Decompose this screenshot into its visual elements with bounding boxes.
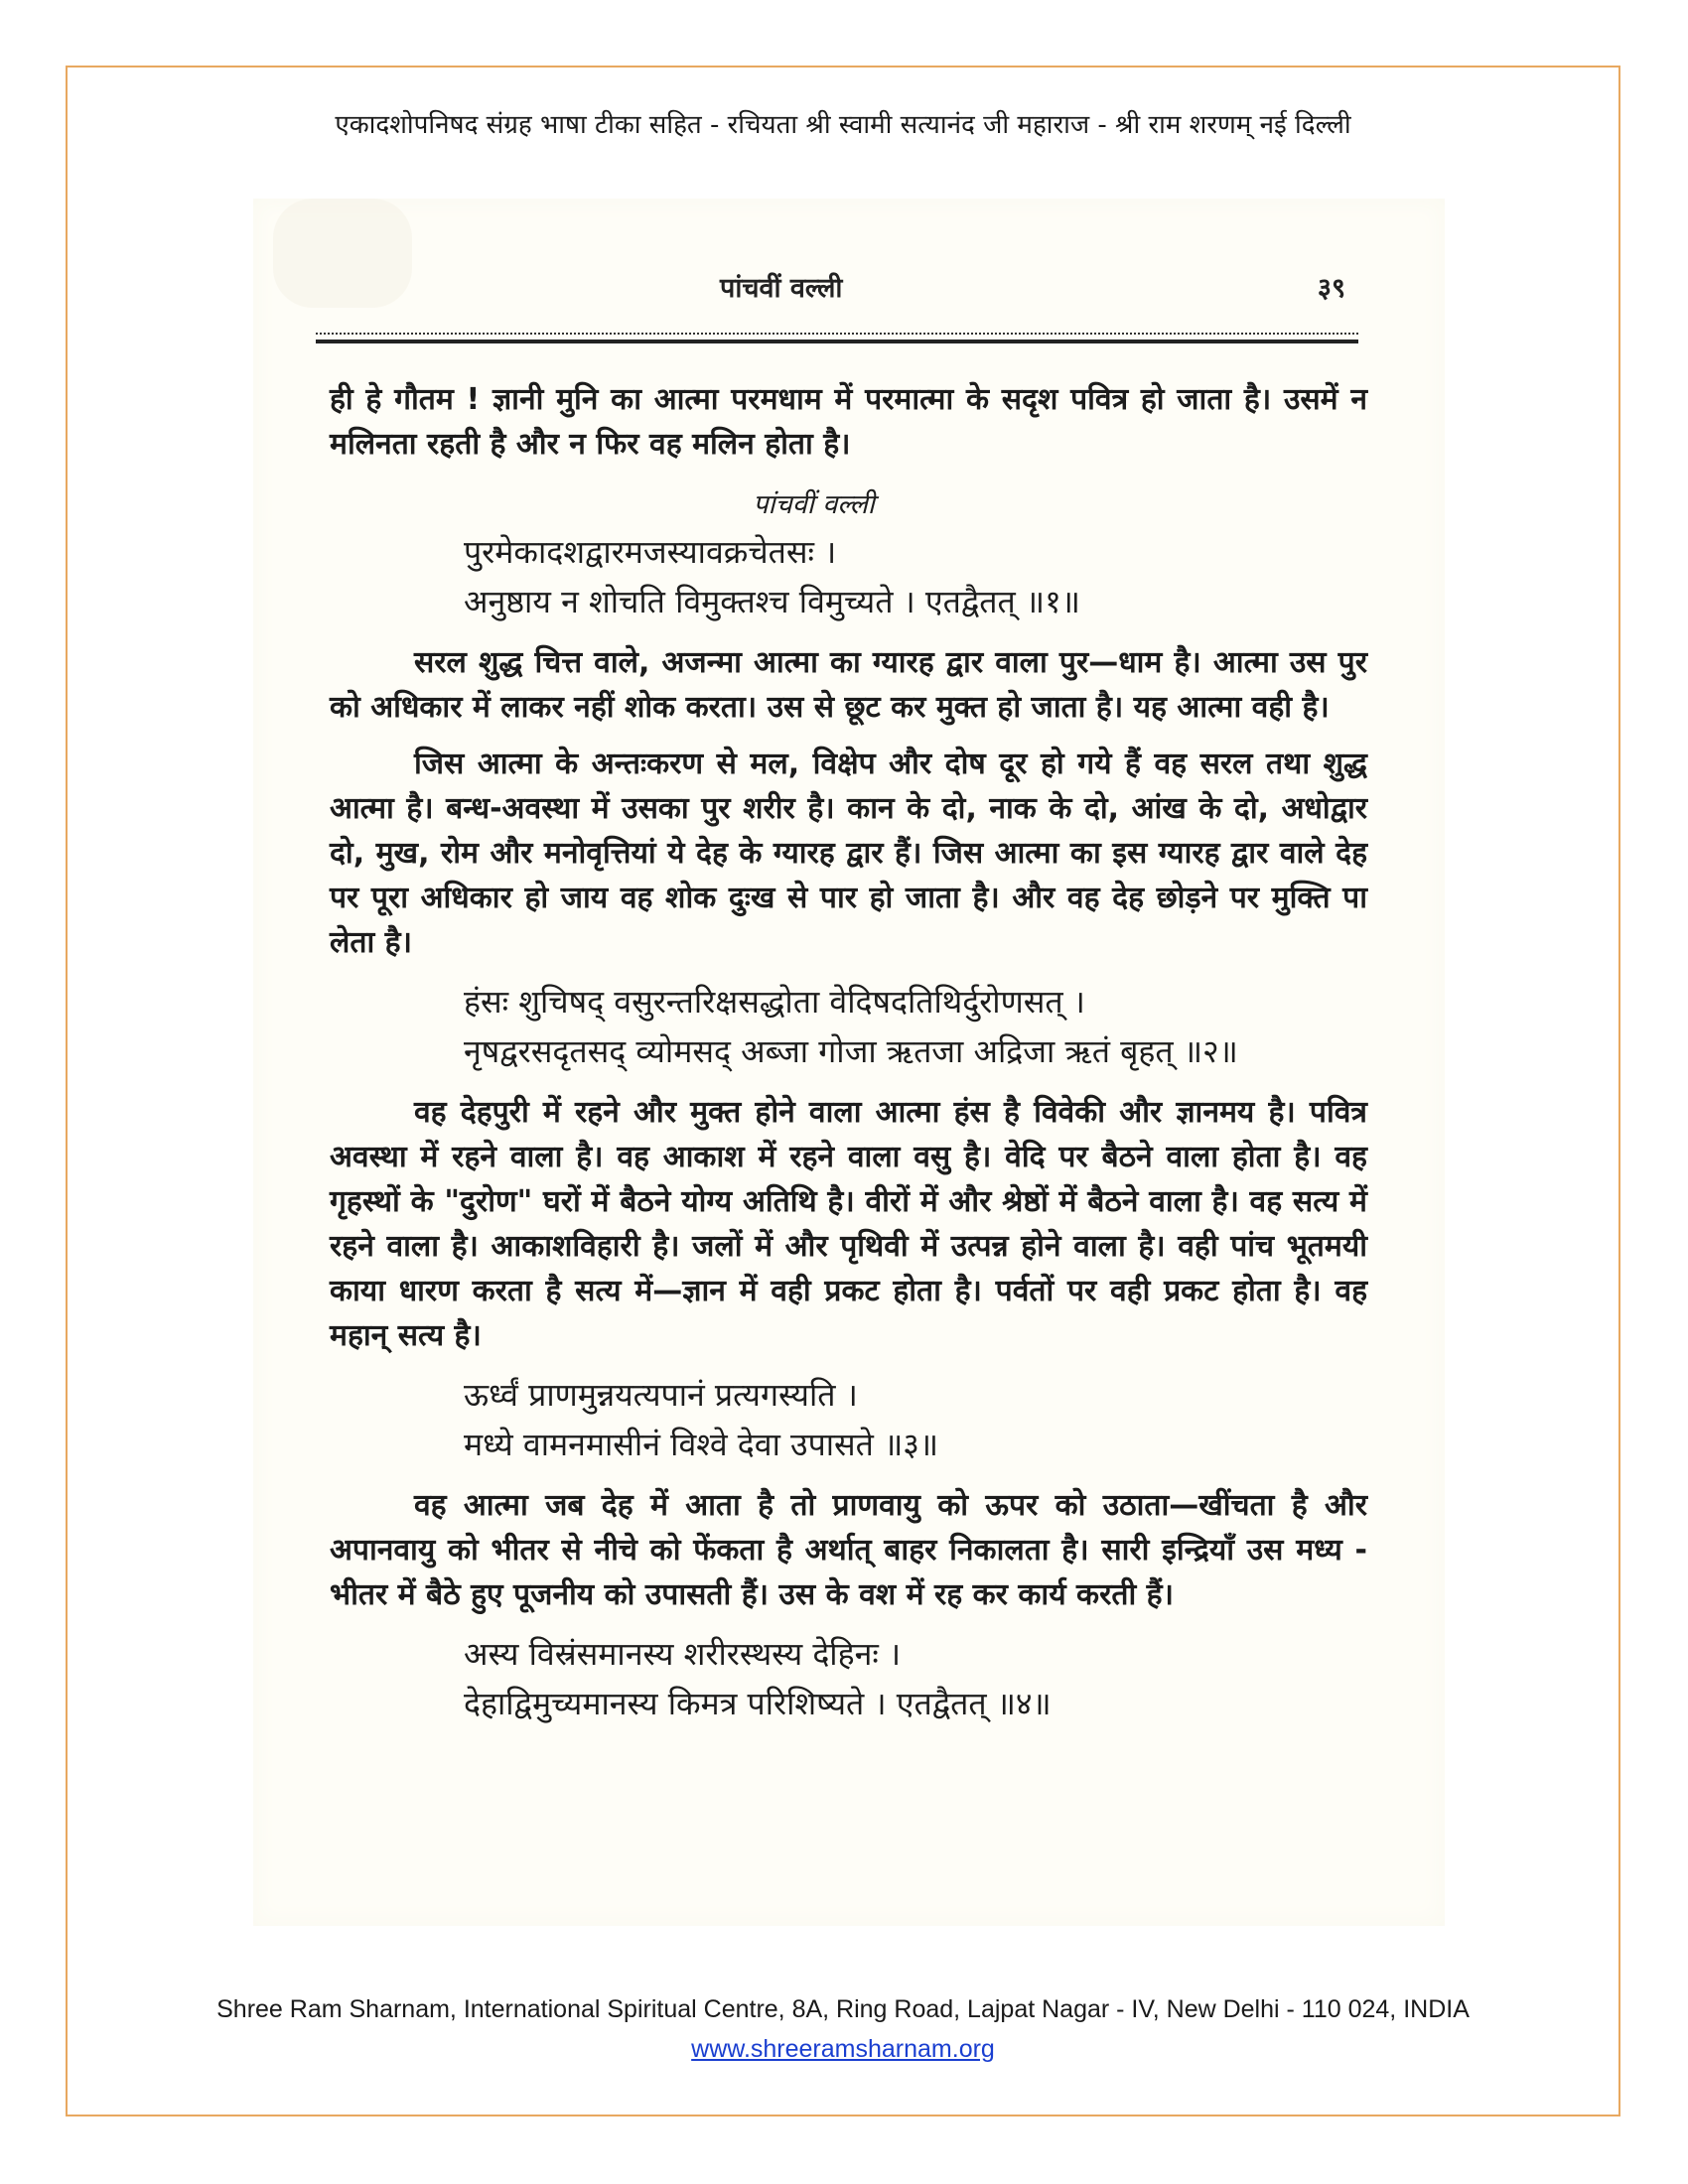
verse-2-line-2: नृषद्वरसदृतसद् व्योमसद् अब्जा गोजा ऋतजा अद्रिजा ऋतं बृहत् ॥२॥ bbox=[464, 1032, 1238, 1070]
commentary-1: सरल शुद्ध चित्त वाले, अजन्मा आत्मा का ग्यारह द्वार वाला पुर—धाम है। आत्मा उस पुर को अधिकार में लाकर नहीं शोक करता। उस से छूट कर मुक्त हो जाता है। यह आत्मा वही है। bbox=[330, 645, 1367, 725]
scanned-page bbox=[253, 199, 1445, 1926]
verse-4-line-1: अस्य विस्रंसमानस्य शरीरस्थस्य देहिनः । bbox=[464, 1635, 902, 1673]
verse-4-line-2: देहाद्विमुच्यमानस्य किमत्र परिशिष्यते । एतद्वैतत् ॥४॥ bbox=[464, 1685, 1052, 1722]
verse-2-line-1: हंसः शुचिषद् वसुरन्तरिक्षसद्धोता वेदिषदतिथिर्दुरोणसत् । bbox=[464, 983, 1085, 1021]
page-number: ३९ bbox=[1317, 273, 1345, 304]
verse-1-line-2: अनुष्ठाय न शोचति विमुक्तश्च विमुच्यते । एतद्वैतत् ॥१॥ bbox=[464, 583, 1080, 620]
commentary-2: वह देहपुरी में रहने और मुक्त होने वाला आत्मा हंस है विवेकी और ज्ञानमय है। पवित्र अवस्था में रहने वाला है। वह आकाश में रहने वाला वसु है। वेदि पर बैठने वाला होता है। वह गृहस्थों के "दुरोण" घरों में बैठने योग्य अतिथि है। वीरों में और श्रेष्ठों में बैठने वाला है। वह सत्य में रहने वाला है। आकाशविहारी है। जलों में और पृथिवी में उत्पन्न होने वाला है। वही पांच भूतमयी काया धारण करता है सत्य में—ज्ञान में वही प्रकट होता है। पर्वतों पर वही प्रकट होता है। वह महान् सत्य है। bbox=[330, 1095, 1367, 1353]
verse-2 bbox=[464, 977, 1367, 1076]
header-rule-solid bbox=[316, 340, 1358, 343]
commentary-3: वह आत्मा जब देह में आता है तो प्राणवायु को ऊपर को उठाता—खींचता है और अपानवायु को भीतर से नीचे को फेंकता है अर्थात् बाहर निकालता है। सारी इन्द्रियाँ उस मध्य - भीतर में बैठे हुए पूजनीय को उपासती हैं। उस के वश में रह कर कार्य करती हैं। bbox=[330, 1488, 1367, 1612]
verse-4 bbox=[464, 1629, 1367, 1728]
page-body bbox=[330, 377, 1367, 1742]
section-title: पांचवीं वल्ली bbox=[753, 489, 875, 520]
verse-1 bbox=[464, 527, 1367, 626]
running-head bbox=[253, 268, 1445, 308]
commentary-1b: जिस आत्मा के अन्तःकरण से मल, विक्षेप और दोष दूर हो गये हैं वह सरल तथा शुद्ध आत्मा है। बन्ध-अवस्था में उसका पुर शरीर है। कान के दो, नाक के दो, आंख के दो, अधोद्वार दो, मुख, रोम और मनोवृत्तियां ये देह के ग्यारह द्वार हैं। जिस आत्मा का इस ग्यारह द्वार वाले देह पर पूरा अधिकार हो जाय वह शोक दुःख से पार हो जाता है। और वह देह छोड़ने पर मुक्ति पा लेता है। bbox=[330, 747, 1367, 960]
document-header: एकादशोपनिषद संग्रह भाषा टीका सहित - रचियता श्री स्वामी सत्यानंद जी महाराज - श्री राम शरणम् नई दिल्ली bbox=[335, 110, 1351, 140]
verse-1-line-1: पुरमेकादशद्वारमजस्यावक्रचेतसः । bbox=[464, 533, 837, 571]
verse-3-line-1: ऊर्ध्वं प्राणमुन्नयत्यपानं प्रत्यगस्यति । bbox=[464, 1376, 858, 1414]
running-head-title: पांचवीं वल्ली bbox=[720, 273, 843, 304]
verse-3-line-2: मध्ये वामनमासीनं विश्वे देवा उपासते ॥३॥ bbox=[464, 1426, 939, 1463]
website-link[interactable]: www.shreeramsharnam.org bbox=[691, 2035, 995, 2063]
verse-3 bbox=[464, 1370, 1367, 1469]
footer-address: Shree Ram Sharnam, International Spiritual Centre, 8A, Ring Road, Lajpat Nagar - IV, New Delhi - 110 024, INDIA bbox=[216, 1995, 1470, 2023]
paragraph-continued: ही हे गौतम ! ज्ञानी मुनि का आत्मा परमधाम में परमात्मा के सदृश पवित्र हो जाता है। उसमें न मलिनता रहती है और न फिर वह मलिन होता है। bbox=[330, 382, 1367, 462]
header-rule-dotted bbox=[316, 333, 1358, 335]
